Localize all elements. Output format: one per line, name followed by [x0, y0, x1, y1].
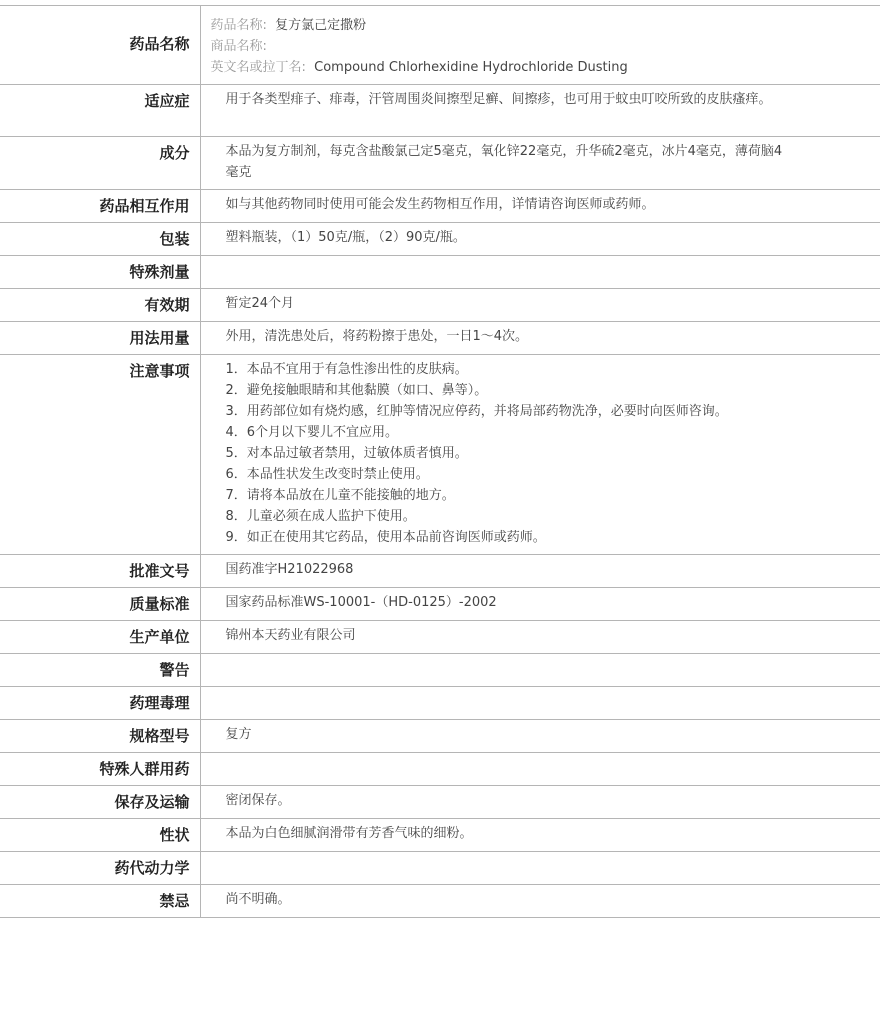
row-appearance [0, 819, 880, 852]
row-label: 注意事项 [0, 355, 200, 555]
row-value [200, 256, 880, 289]
row-value: 国药准字H21022968 [200, 555, 880, 588]
row-specification [0, 720, 880, 753]
row-dosage [0, 322, 880, 355]
row-value: 本品为复方制剂，每克含盐酸氯己定5毫克，氧化锌22毫克，升华硫2毫克，冰片4毫克，薄荷脑4毫克 [200, 137, 880, 190]
row-label: 包装 [0, 223, 200, 256]
row-precautions [0, 355, 880, 555]
row-value: 复方 [200, 720, 880, 753]
row-value: 密闭保存。 [200, 786, 880, 819]
row-label: 药品相互作用 [0, 190, 200, 223]
precaution-item: 3．用药部位如有烧灼感，红肿等情况应停药，并将局部药物洗净，必要时向医师咨询。 [225, 404, 728, 419]
row-value: 用于各类型痱子、痱毒，汗管周围炎间擦型足癣、间擦疹，也可用于蚊虫叮咬所致的皮肤瘙痒。 [200, 85, 880, 137]
precaution-item: 9．如正在使用其它药品，使用本品前咨询医师或药师。 [225, 530, 546, 545]
row-label: 批准文号 [0, 555, 200, 588]
row-label: 禁忌 [0, 885, 200, 918]
trade-name-label: 商品名称: [210, 39, 267, 54]
row-storage [0, 786, 880, 819]
row-pharmacology [0, 687, 880, 720]
row-shelf-life [0, 289, 880, 322]
row-special-populations [0, 753, 880, 786]
row-value: 本品为白色细腻润滑带有芳香气味的细粉。 [200, 819, 880, 852]
row-label: 成分 [0, 137, 200, 190]
row-label: 药理毒理 [0, 687, 200, 720]
row-value-precautions [200, 355, 880, 555]
row-warning [0, 654, 880, 687]
english-name-label: 英文名或拉丁名: [210, 60, 306, 75]
english-name-value: Compound Chlorhexidine Hydrochloride Dusting [314, 60, 628, 75]
row-packaging [0, 223, 880, 256]
row-label: 生产单位 [0, 621, 200, 654]
drug-name-label: 药品名称: [210, 18, 267, 33]
row-label: 保存及运输 [0, 786, 200, 819]
row-value [200, 753, 880, 786]
row-manufacturer [0, 621, 880, 654]
row-label: 特殊人群用药 [0, 753, 200, 786]
row-label: 性状 [0, 819, 200, 852]
row-label: 有效期 [0, 289, 200, 322]
row-value: 国家药品标准WS-10001-（HD-0125）-2002 [200, 588, 880, 621]
trade-name-line [211, 36, 791, 57]
row-value: 暂定24个月 [200, 289, 880, 322]
row-label: 用法用量 [0, 322, 200, 355]
row-contraindications [0, 885, 880, 918]
row-quality-standard [0, 588, 880, 621]
english-name-line [211, 57, 791, 78]
row-label: 警告 [0, 654, 200, 687]
precaution-item: 1．本品不宜用于有急性渗出性的皮肤病。 [225, 362, 468, 377]
row-value: 外用，清洗患处后，将药粉擦于患处，一日1～4次。 [200, 322, 880, 355]
row-drug-name [0, 6, 880, 85]
row-pharmacokinetics [0, 852, 880, 885]
row-special-dosage [0, 256, 880, 289]
row-value: 塑料瓶装，（1）50克/瓶，（2）90克/瓶。 [200, 223, 880, 256]
row-ingredients [0, 137, 880, 190]
row-value [200, 654, 880, 687]
precaution-item: 5．对本品过敏者禁用，过敏体质者慎用。 [225, 446, 468, 461]
drug-spec-sheet [0, 5, 880, 918]
precaution-item: 6．本品性状发生改变时禁止使用。 [225, 467, 429, 482]
row-value: 锦州本天药业有限公司 [200, 621, 880, 654]
row-value: 尚不明确。 [200, 885, 880, 918]
row-value: 如与其他药物同时使用可能会发生药物相互作用，详情请咨询医师或药师。 [200, 190, 880, 223]
row-value [200, 687, 880, 720]
row-label: 质量标准 [0, 588, 200, 621]
row-label: 特殊剂量 [0, 256, 200, 289]
precaution-item: 8．儿童必须在成人监护下使用。 [225, 509, 416, 524]
precaution-item: 7．请将本品放在儿童不能接触的地方。 [225, 488, 455, 503]
row-value-names [200, 6, 880, 85]
row-label: 药品名称 [0, 6, 200, 85]
row-interactions [0, 190, 880, 223]
row-value [200, 852, 880, 885]
precaution-item: 4．6个月以下婴儿不宜应用。 [225, 425, 399, 440]
precaution-item: 2．避免接触眼睛和其他黏膜（如口、鼻等）。 [225, 383, 488, 398]
row-label: 适应症 [0, 85, 200, 137]
row-indications [0, 85, 880, 137]
drug-name-value: 复方氯己定撒粉 [275, 18, 367, 33]
row-label: 规格型号 [0, 720, 200, 753]
row-approval-number [0, 555, 880, 588]
drug-spec-table [0, 5, 880, 918]
row-label: 药代动力学 [0, 852, 200, 885]
drug-name-line [211, 15, 791, 36]
